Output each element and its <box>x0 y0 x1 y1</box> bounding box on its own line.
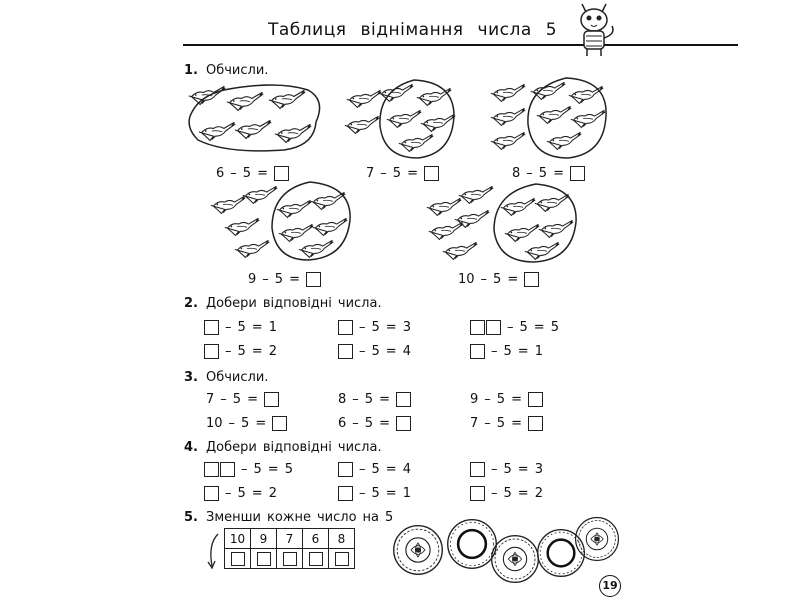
answer-cell[interactable] <box>303 549 329 569</box>
answer-box[interactable] <box>528 416 543 431</box>
task4-row: – 5 = 1 <box>338 486 411 501</box>
task1-equation: 6 – 5 = <box>216 166 289 181</box>
bird-group-3 <box>488 74 612 162</box>
curved-arrow-icon <box>206 532 222 572</box>
plate-icon <box>574 516 620 562</box>
number-cell: 10 <box>225 529 251 549</box>
answer-box[interactable] <box>204 344 219 359</box>
task-number: 1. <box>184 63 198 78</box>
answer-box[interactable] <box>274 166 289 181</box>
cat-mascot-icon <box>572 0 618 58</box>
answer-box[interactable] <box>396 392 411 407</box>
page-title <box>268 20 557 40</box>
answer-box[interactable] <box>470 486 485 501</box>
number-cell: 9 <box>251 529 277 549</box>
answer-box[interactable] <box>570 166 585 181</box>
answer-box[interactable] <box>470 462 485 477</box>
task1-equation: 8 – 5 = <box>512 166 585 181</box>
answer-box[interactable] <box>524 272 539 287</box>
answer-cell[interactable] <box>225 549 251 569</box>
task4-row: – 5 = 2 <box>204 486 277 501</box>
task3-row: 6 – 5 = <box>338 416 411 431</box>
task2-heading: 2. Добери відповідні числа. <box>184 296 382 311</box>
task2-row: – 5 = 3 <box>338 320 411 335</box>
answer-box[interactable] <box>486 320 501 335</box>
task-number: 2. <box>184 296 198 311</box>
plate-icon <box>392 524 444 576</box>
task2-row: – 5 = 1 <box>470 344 543 359</box>
answer-cell[interactable] <box>329 549 355 569</box>
bird-group-5 <box>424 180 584 266</box>
answer-box[interactable] <box>204 486 219 501</box>
answer-cell[interactable] <box>277 549 303 569</box>
task3-row: 10 – 5 = <box>206 416 287 431</box>
task2-row: – 5 = 1 <box>204 320 277 335</box>
answer-box[interactable] <box>204 462 219 477</box>
task4-row: – 5 = 5 <box>204 462 293 477</box>
number-cell: 7 <box>277 529 303 549</box>
task1-equation: 10 – 5 = <box>458 272 539 287</box>
task4-row: – 5 = 2 <box>470 486 543 501</box>
answer-box[interactable] <box>204 320 219 335</box>
task2-row: – 5 = 5 <box>470 320 559 335</box>
task4-row: – 5 = 4 <box>338 462 411 477</box>
task-instruction: Обчисли. <box>205 63 269 78</box>
title-underline <box>183 44 738 46</box>
title-word: Таблиця <box>268 20 347 40</box>
task-number: 4. <box>184 440 198 455</box>
answer-box[interactable] <box>338 486 353 501</box>
task-number: 5. <box>184 510 198 525</box>
task4-heading: 4. Добери відповідні числа. <box>184 440 382 455</box>
answer-box[interactable] <box>338 320 353 335</box>
task1-equation: 9 – 5 = <box>248 272 321 287</box>
task3-heading: 3. Обчисли. <box>184 370 269 385</box>
title-word: числа <box>477 20 532 40</box>
task3-row: 8 – 5 = <box>338 392 411 407</box>
answer-cell[interactable] <box>251 549 277 569</box>
title-word: віднімання <box>360 20 464 40</box>
title-word: 5 <box>545 20 558 40</box>
task4-row: – 5 = 3 <box>470 462 543 477</box>
answer-box[interactable] <box>470 344 485 359</box>
answer-box[interactable] <box>306 272 321 287</box>
task1-heading <box>184 63 268 78</box>
task2-row: – 5 = 4 <box>338 344 411 359</box>
task3-row: 7 – 5 = <box>206 392 279 407</box>
answer-box[interactable] <box>264 392 279 407</box>
answer-box[interactable] <box>338 462 353 477</box>
answer-box[interactable] <box>220 462 235 477</box>
answer-box[interactable] <box>528 392 543 407</box>
number-table <box>224 528 355 569</box>
task1-equation: 7 – 5 = <box>366 166 439 181</box>
bird-group-2 <box>342 76 460 162</box>
answer-box[interactable] <box>396 416 411 431</box>
number-cell: 8 <box>329 529 355 549</box>
plate-icon <box>490 534 540 584</box>
answer-box[interactable] <box>424 166 439 181</box>
task-number: 3. <box>184 370 198 385</box>
answer-box[interactable] <box>470 320 485 335</box>
answer-box[interactable] <box>338 344 353 359</box>
task2-row: – 5 = 2 <box>204 344 277 359</box>
task3-row: 9 – 5 = <box>470 392 543 407</box>
task3-row: 7 – 5 = <box>470 416 543 431</box>
bird-group-4 <box>206 180 356 264</box>
answer-box[interactable] <box>272 416 287 431</box>
bird-group-1 <box>186 82 326 154</box>
task5-heading: 5. Зменши кожне число на 5 <box>184 510 394 525</box>
page-number: 19 <box>599 575 621 597</box>
number-cell: 6 <box>303 529 329 549</box>
